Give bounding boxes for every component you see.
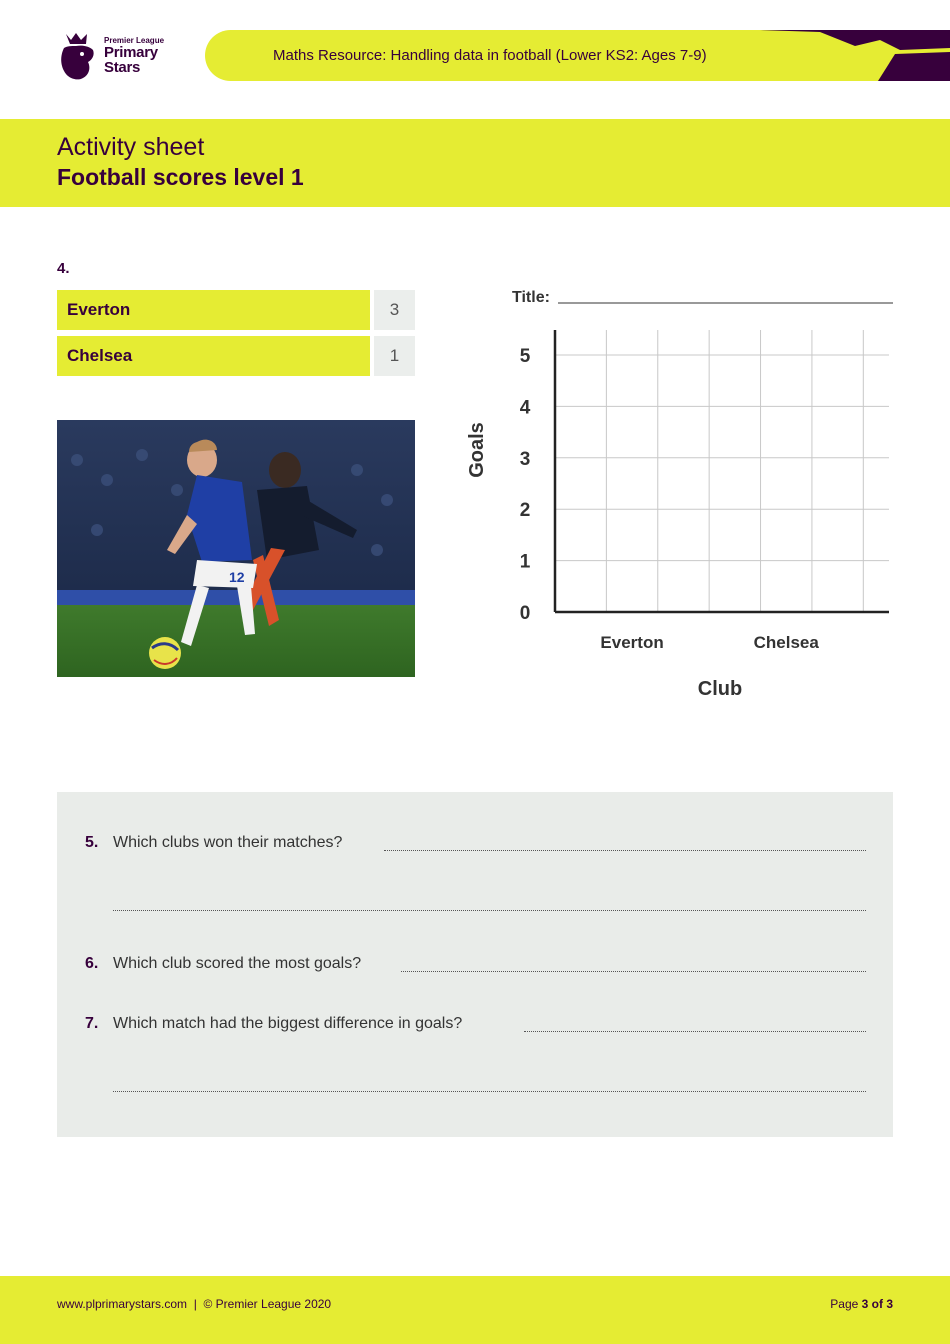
- question-5-text: Which clubs won their matches?: [113, 834, 343, 851]
- y-tick-label: 0: [519, 603, 531, 624]
- club-score: 1: [374, 336, 415, 376]
- decorative-swoosh: [760, 30, 950, 81]
- club-score: 3: [374, 290, 415, 330]
- footer-website-link[interactable]: www.plprimarystars.com: [57, 1297, 188, 1311]
- chart-title-label: Title:: [512, 289, 550, 306]
- y-tick-label: 1: [519, 551, 531, 573]
- question-7-text: Which match had the biggest difference in goals?: [113, 1015, 463, 1032]
- y-tick-label: 4: [519, 397, 531, 419]
- answer-line-7b[interactable]: [113, 1090, 866, 1092]
- resource-title: Maths Resource: Handling data in football (Lower KS2: Ages 7-9): [273, 47, 707, 64]
- y-tick-label: 5: [519, 346, 531, 367]
- activity-title: Football scores level 1: [57, 164, 304, 190]
- logo-line-stars: Stars: [104, 59, 141, 76]
- logo-line-primary: Primary: [104, 44, 158, 61]
- answer-line-6[interactable]: [401, 970, 866, 972]
- questions-panel: [57, 792, 893, 1137]
- answer-line-5a[interactable]: [384, 849, 866, 851]
- question-5: [57, 834, 893, 856]
- question-6-text: Which club scored the most goals?: [113, 955, 362, 972]
- question-4-number: 4.: [57, 260, 70, 277]
- activity-band: [0, 119, 950, 207]
- x-category-label: Chelsea: [753, 633, 819, 652]
- question-7-number: 7.: [85, 1015, 99, 1032]
- y-axis-label: Goals: [466, 422, 488, 478]
- score-row-everton: [57, 290, 415, 330]
- goals-bar-chart: [455, 270, 915, 720]
- club-name: Chelsea: [57, 336, 370, 376]
- x-category-labels: [600, 633, 819, 652]
- footer-separator: |: [193, 1297, 197, 1311]
- footer-page-number: [830, 1297, 893, 1311]
- x-axis-label: Club: [697, 678, 743, 700]
- logo-line-premier-league: Premier League: [104, 36, 165, 45]
- premier-league-primary-stars-logo: [56, 28, 176, 84]
- page-label: Page: [830, 1297, 859, 1311]
- activity-subtitle: Activity sheet: [57, 133, 205, 161]
- score-row-chelsea: [57, 336, 415, 376]
- club-name: Everton: [57, 290, 370, 330]
- question-6-number: 6.: [85, 955, 99, 972]
- footer: [0, 1276, 950, 1344]
- header-band: [205, 30, 950, 81]
- question-6: [57, 955, 893, 977]
- footer-copyright: © Premier League 2020: [203, 1297, 332, 1311]
- y-tick-label: 3: [519, 448, 531, 470]
- football-match-photo: [57, 420, 415, 677]
- shirt-number: 12: [229, 569, 245, 585]
- y-tick-label: 2: [519, 500, 531, 522]
- lion-crest-icon: [56, 30, 100, 82]
- question-5-number: 5.: [85, 834, 99, 851]
- chart-grid: [555, 330, 889, 612]
- footer-credits: [57, 1297, 331, 1311]
- answer-line-7a[interactable]: [524, 1030, 866, 1032]
- page-value: 3 of 3: [861, 1297, 893, 1311]
- question-7: [57, 1015, 893, 1037]
- y-tick-labels: [520, 346, 531, 624]
- answer-line-5b[interactable]: [113, 909, 866, 911]
- x-category-label: Everton: [600, 633, 664, 652]
